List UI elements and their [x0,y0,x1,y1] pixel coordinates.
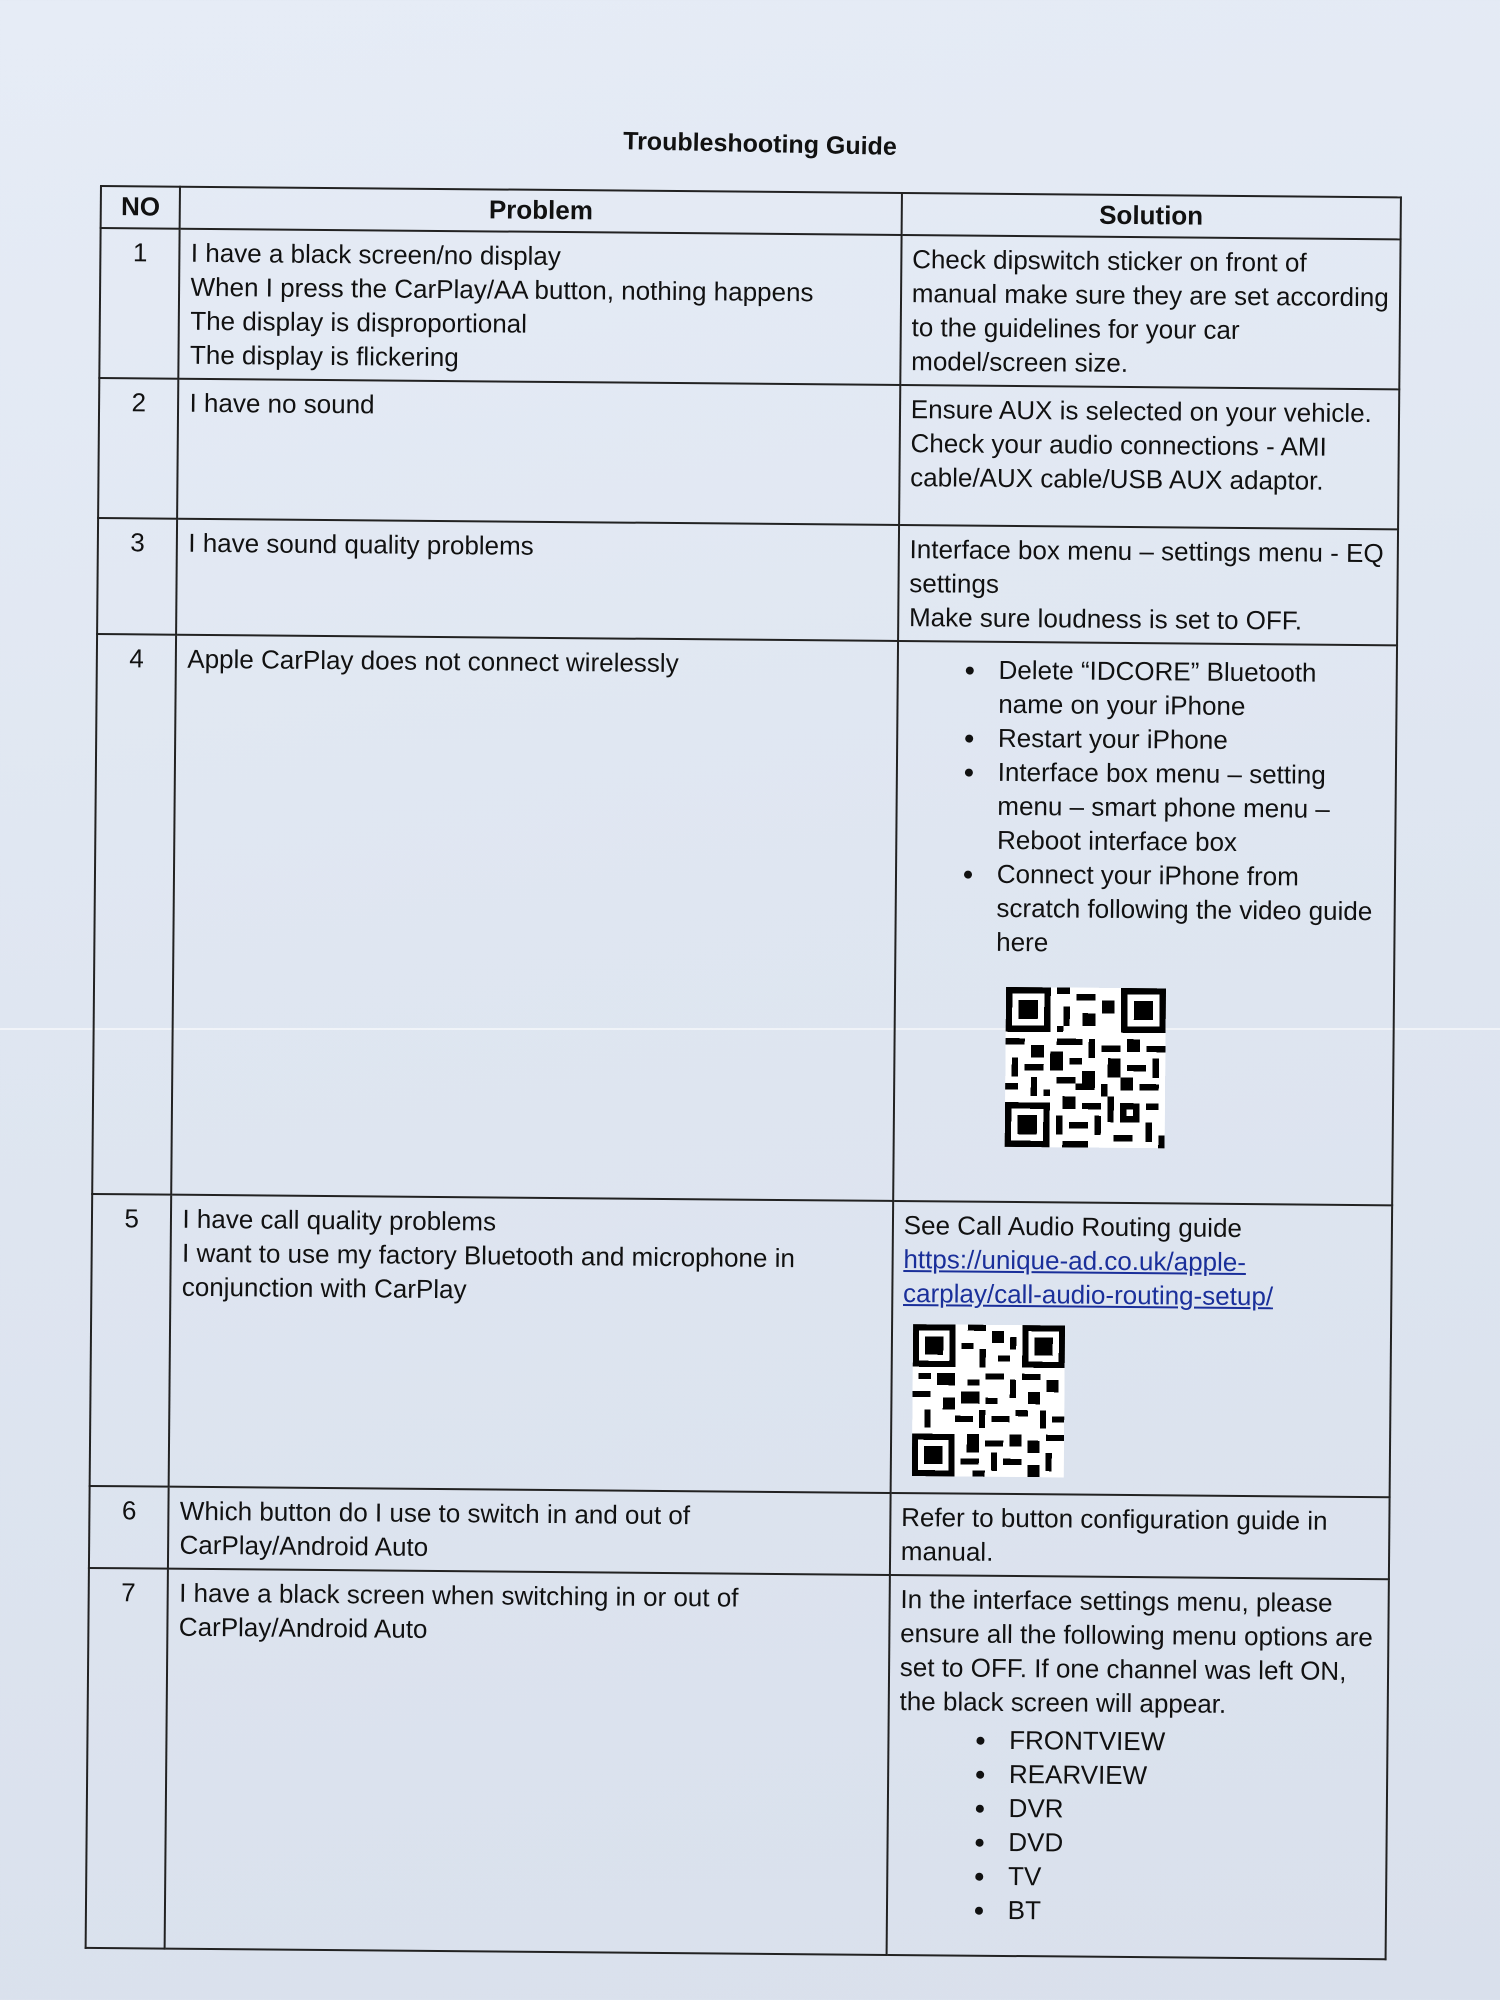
qr-code-icon [1004,987,1165,1148]
table-row [92,634,1397,1205]
list-item: • FRONTVIEW [999,1723,1377,1760]
problem-text: I have call quality problems [182,1203,497,1237]
problem-text: I have sound quality problems [188,527,534,561]
row-number: 3 [97,518,177,635]
solution-cell [890,1201,1392,1497]
solution-cell [886,1575,1389,1959]
list-item: • BT [998,1893,1376,1930]
row-number: 5 [90,1194,172,1487]
qr-code-icon [912,1324,1065,1477]
problem-text: I want to use my factory Bluetooth and microphone in conjunction with CarPlay [181,1237,796,1305]
row-number: 4 [92,634,176,1195]
problem-cell [177,519,899,641]
solution-text: Check dipswitch sticker on front of manual make sure they are set according to the guidelines for your car model/screen size. [911,244,1389,378]
list-item: • Delete “IDCORE” Bluetooth name on your iPhone [988,653,1386,724]
problem-text: When I press the CarPlay/AA button, nothing happens [190,271,814,308]
table-row [98,378,1399,529]
problem-cell [179,229,902,385]
problem-text: I have no sound [189,387,375,420]
problem-text: Which button do I use to switch in and out of CarPlay/Android Auto [179,1495,691,1562]
header-no: NO [101,186,181,229]
troubleshooting-table [85,185,1402,1960]
solution-text: Ensure AUX is selected on your vehicle. [910,394,1372,429]
qr-code-call-audio[interactable] [912,1324,1381,1480]
problem-cell [165,1569,890,1955]
problem-cell [178,379,901,525]
problem-text: Apple CarPlay does not connect wirelessly [187,643,679,679]
problem-cell [172,635,898,1201]
table-row [97,518,1398,645]
header-solution: Solution [901,193,1401,239]
list-item: • Connect your iPhone from scratch following the video guide here [986,857,1384,962]
solution-cell [898,525,1398,645]
solution-cell [900,235,1401,389]
table-row [89,1486,1390,1579]
list-item: • Interface box menu – setting menu – smart phone menu – Reboot interface box [987,755,1385,860]
row-number: 6 [89,1486,169,1569]
row-number: 2 [98,378,179,519]
list-item: • Restart your iPhone [988,721,1386,758]
table-row [90,1194,1392,1497]
qr-code-video-guide[interactable] [1004,987,1383,1150]
problem-text: I have a black screen/no display [190,237,561,272]
solution-text: Make sure loudness is set to OFF. [908,602,1303,636]
list-item: • DVR [998,1791,1376,1828]
header-problem: Problem [180,187,902,235]
problem-text: I have a black screen when switching in or out of CarPlay/Android Auto [178,1577,739,1644]
troubleshooting-table-wrapper [85,185,1402,1946]
solution-text: See Call Audio Routing guide [903,1210,1243,1244]
table-row [86,1568,1389,1959]
solution-cell [890,1493,1390,1579]
list-item: • TV [998,1859,1376,1896]
row-number: 1 [99,228,180,379]
page-title: Troubleshooting Guide [622,127,898,161]
list-item: • DVD [998,1825,1376,1862]
table-row [99,228,1400,389]
solution-text: Interface box menu – settings menu - EQ settings [909,534,1384,599]
solution-bullet-list [906,652,1386,962]
problem-cell [168,1487,890,1575]
solution-text: In the interface settings menu, please ensure all the following menu options are set to OFF. If one channel was left ON, the black screen will appear. [899,1584,1373,1719]
row-number: 7 [86,1568,169,1949]
problem-text: The display is disproportional [190,305,528,339]
list-item: • REARVIEW [999,1757,1377,1794]
solution-cell [899,385,1399,529]
solution-text: Check your audio connections - AMI cable/AUX cable/USB AUX adaptor. [910,428,1327,496]
problem-text: The display is flickering [189,339,459,373]
solution-cell [893,641,1397,1205]
call-audio-routing-link[interactable]: https://unique-ad.co.uk/apple-carplay/call-audio-routing-setup/ [902,1244,1274,1312]
problem-cell [169,1195,893,1493]
solution-text: Refer to button configuration guide in manual. [900,1502,1328,1567]
menu-options-list [898,1722,1377,1930]
